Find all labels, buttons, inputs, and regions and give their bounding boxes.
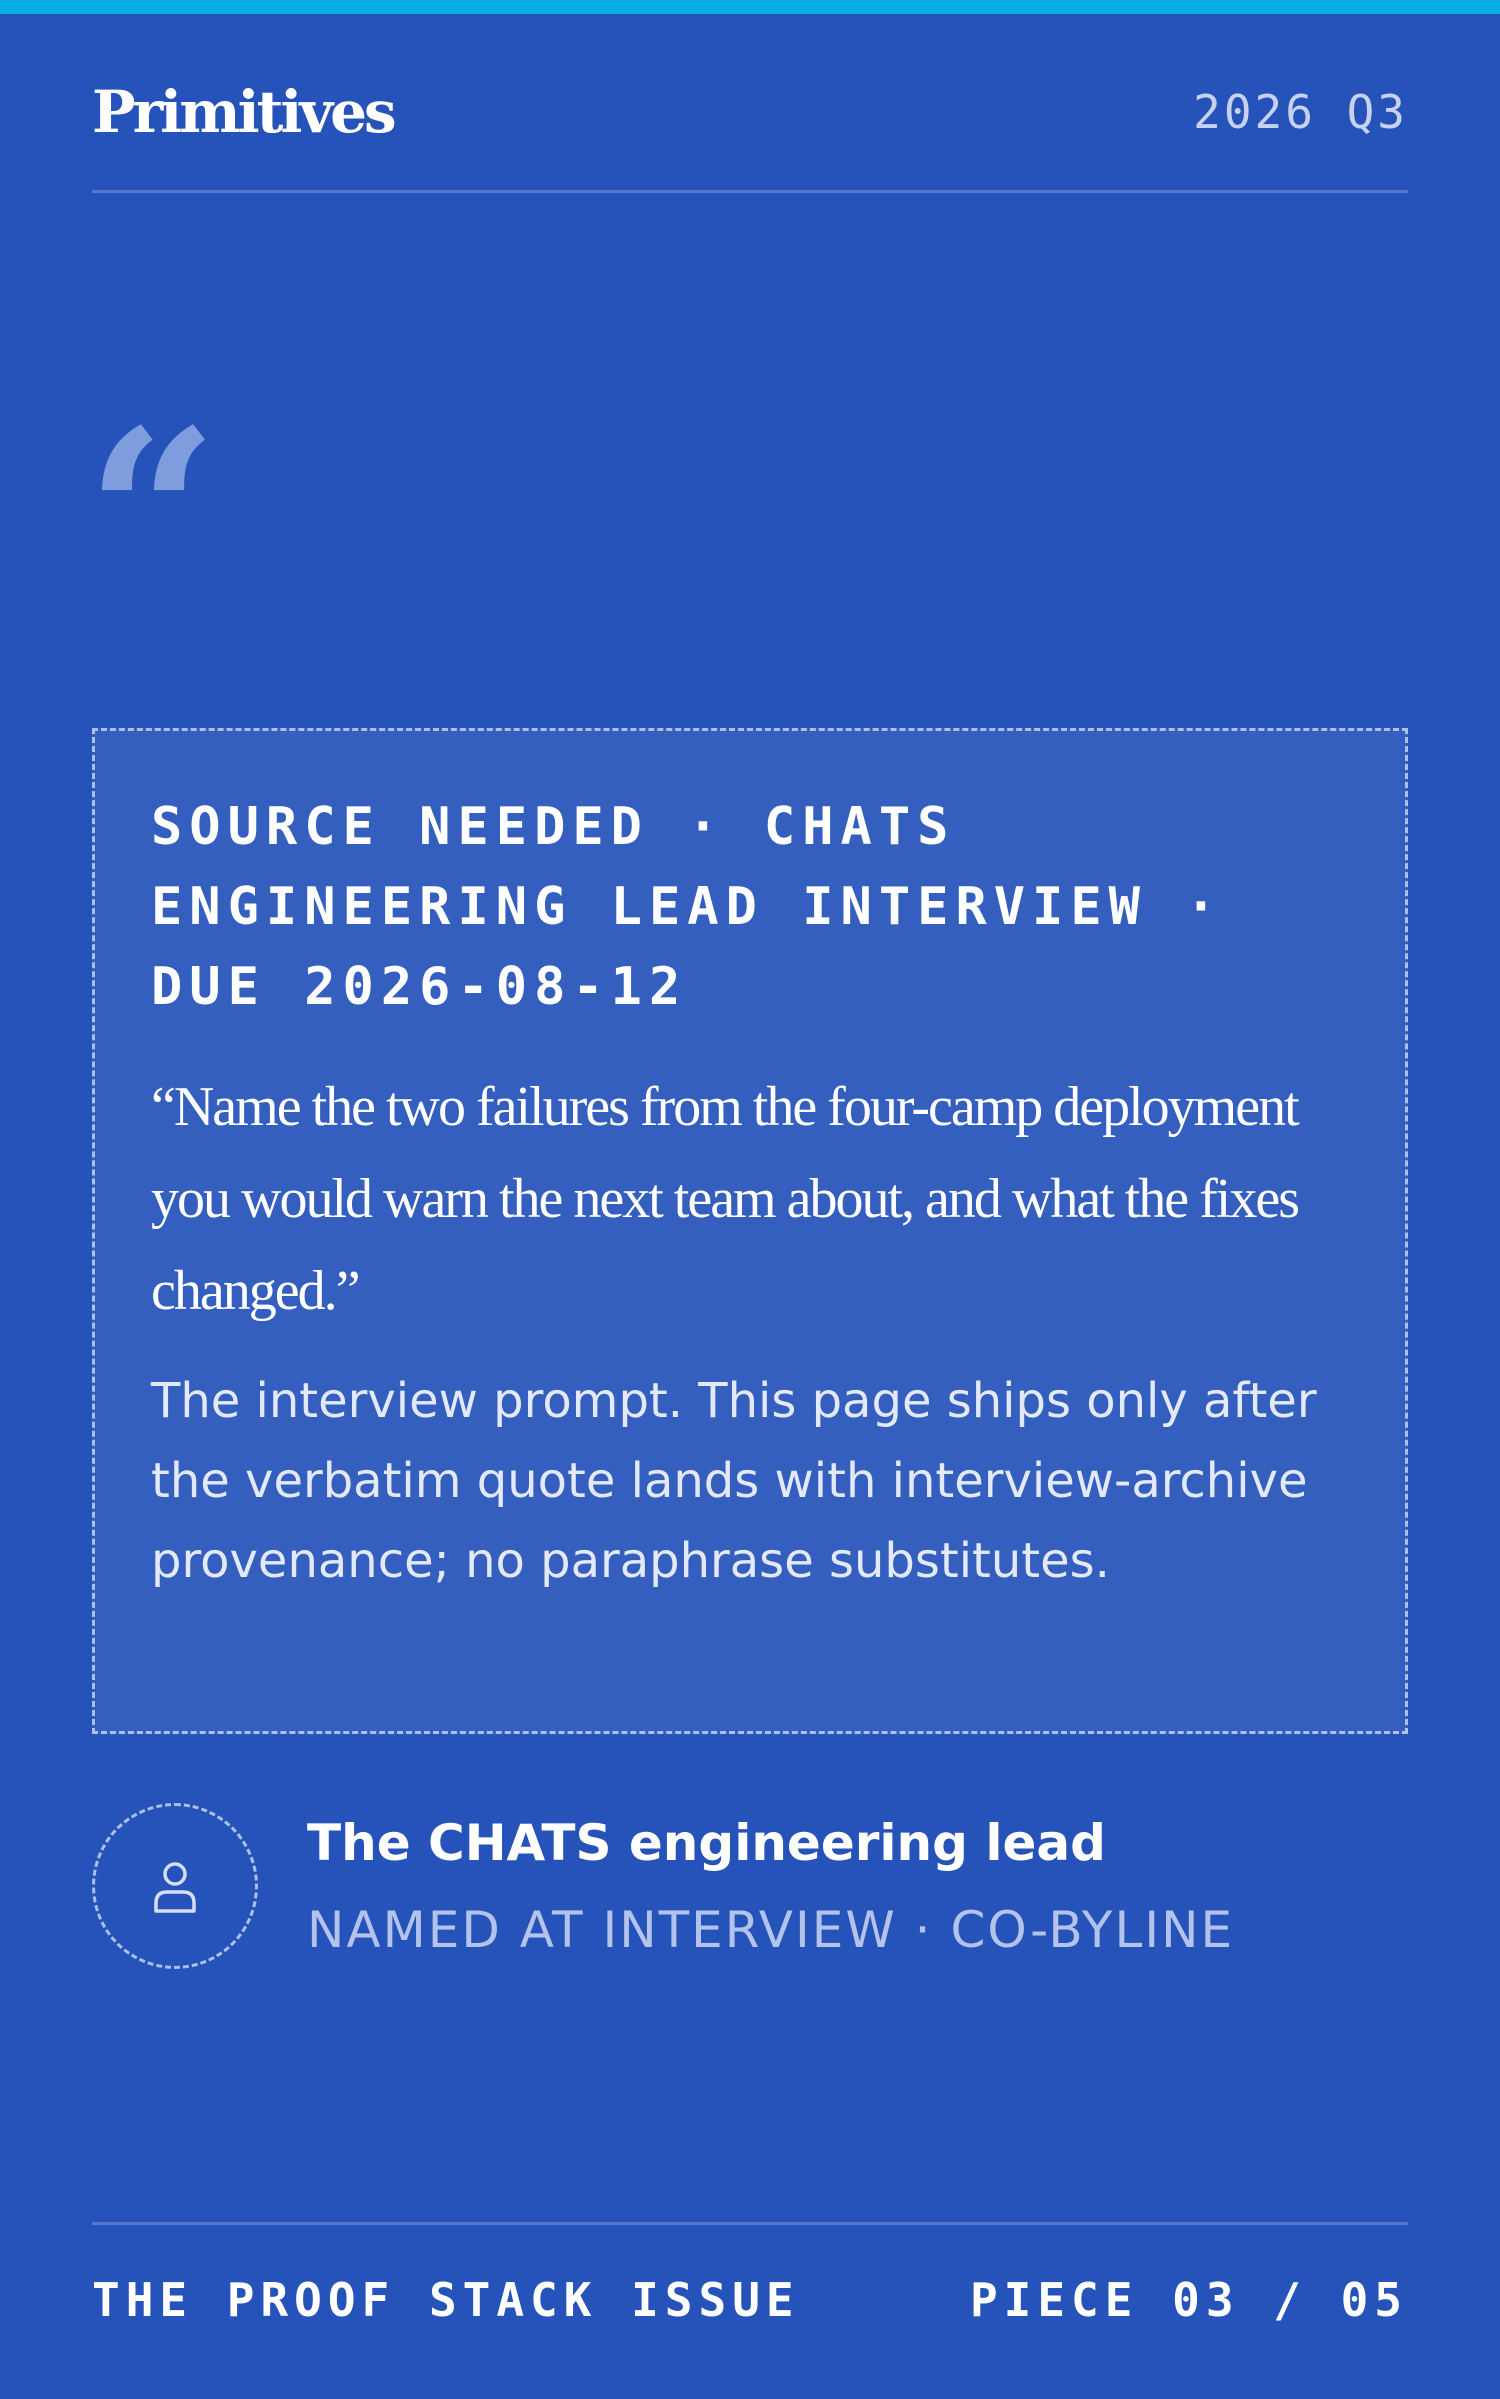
header-divider bbox=[92, 190, 1408, 193]
brand-logo: Primitives bbox=[92, 78, 394, 146]
interview-prompt-quote: “Name the two failures from the four-camp deployment you would warn the next team about, and what the fixes changed.” bbox=[151, 1076, 1298, 1322]
piece-counter: PIECE 03 / 05 bbox=[969, 2273, 1408, 2327]
issue-date: 2026 Q3 bbox=[1193, 85, 1408, 139]
interview-prompt-note: The interview prompt. This page ships only after the verbatim quote lands with interview-archive provenance; no paraphrase substitutes. bbox=[151, 1373, 1317, 1589]
byline-role: NAMED AT INTERVIEW · CO-BYLINE bbox=[307, 1901, 1235, 1959]
accent-bar bbox=[0, 0, 1500, 14]
quote-mark-icon: “ bbox=[86, 380, 219, 650]
page-header bbox=[92, 72, 1408, 152]
byline-name: The CHATS engineering lead bbox=[307, 1814, 1106, 1872]
issue-name: THE PROOF STACK ISSUE bbox=[92, 2273, 800, 2327]
source-needed-box bbox=[92, 728, 1408, 1734]
avatar bbox=[92, 1803, 258, 1969]
byline bbox=[92, 1800, 1408, 1970]
footer-divider bbox=[92, 2222, 1408, 2225]
person-icon bbox=[145, 1856, 205, 1916]
source-needed-heading: SOURCE NEEDED · CHATS ENGINEERING LEAD INTERVIEW · DUE 2026-08-12 bbox=[151, 797, 1224, 1017]
